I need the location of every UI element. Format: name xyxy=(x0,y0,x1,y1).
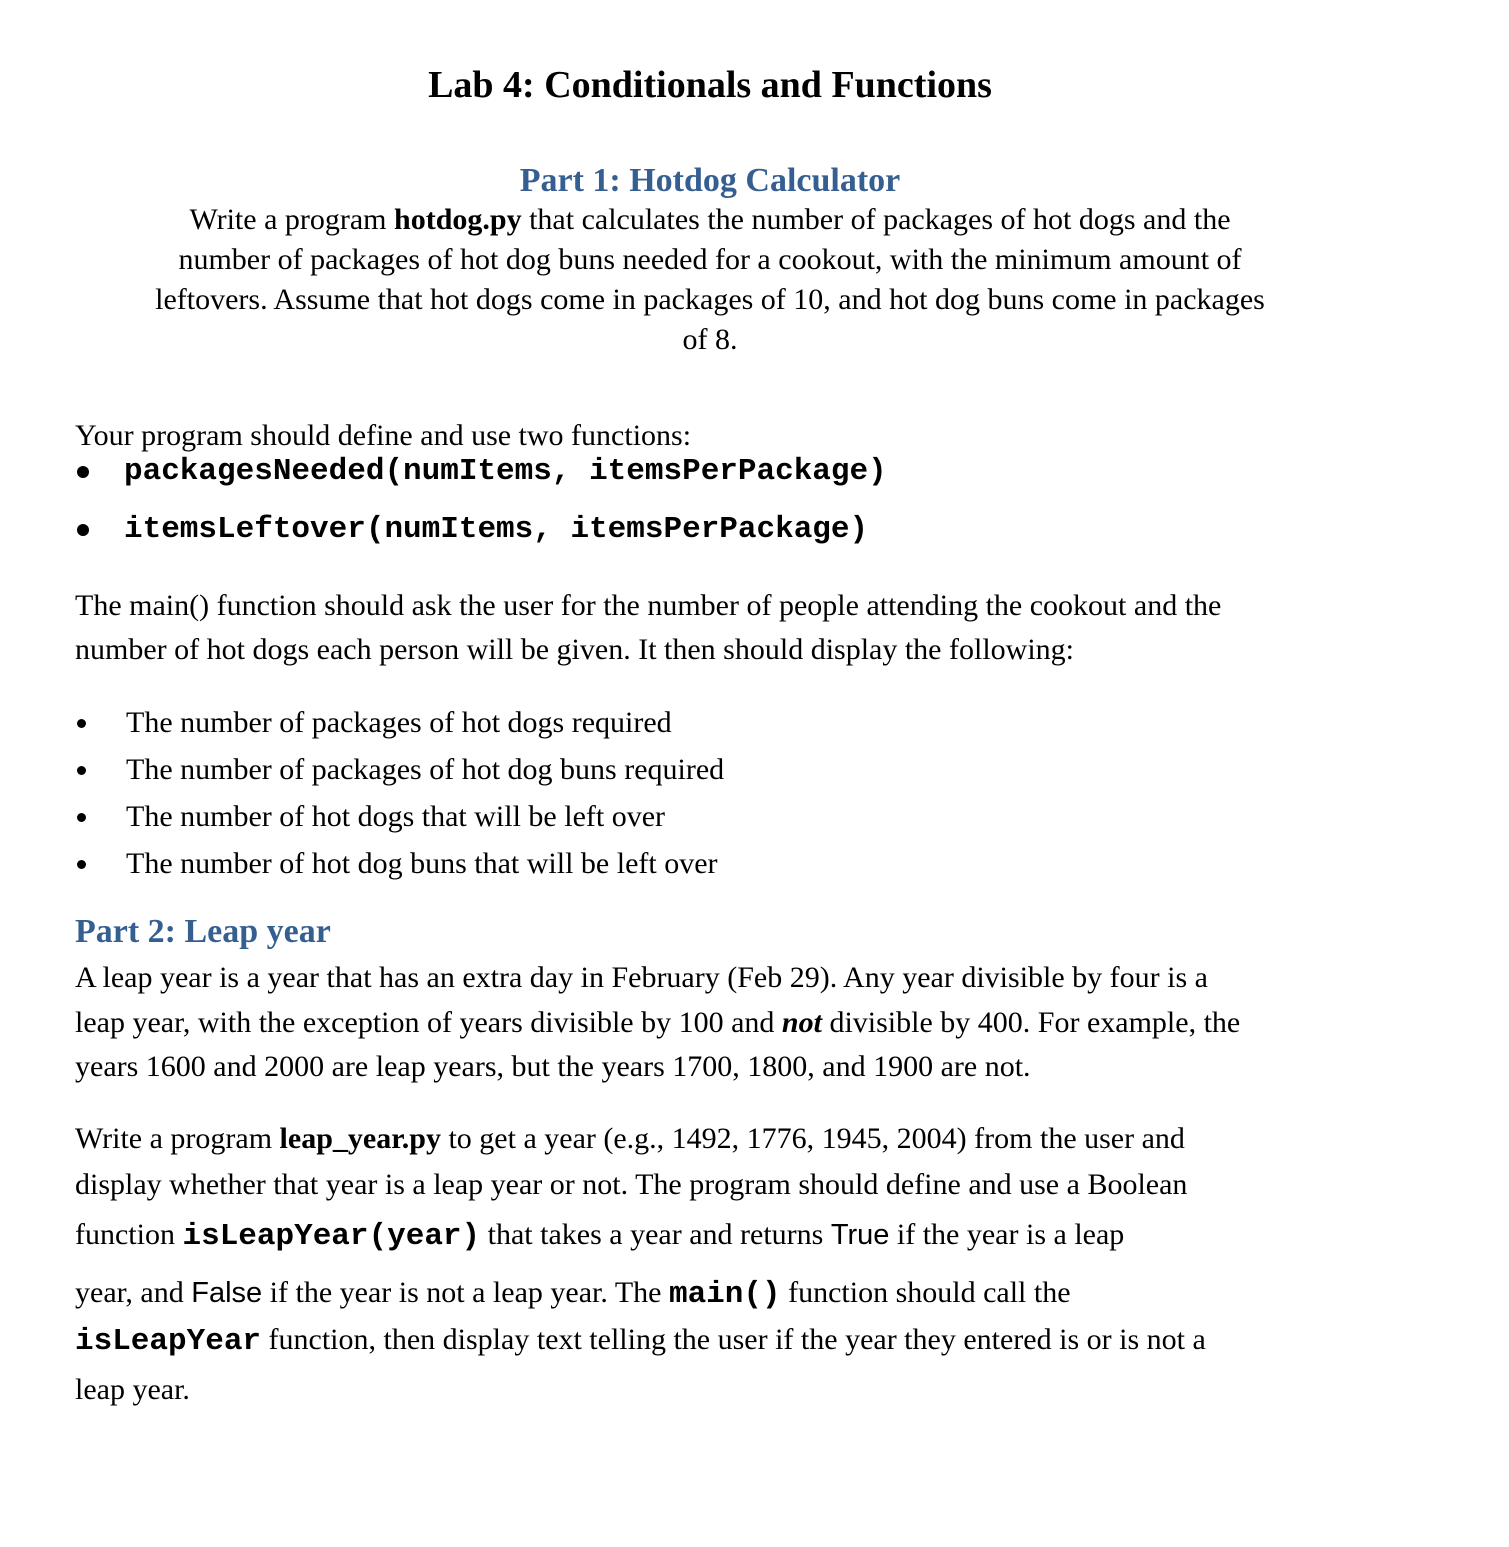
leap-task: leap year. xyxy=(75,1373,190,1406)
bullet-icon xyxy=(77,813,86,822)
code-true: True xyxy=(830,1219,890,1251)
output-item: The number of hot dogs that will be left over xyxy=(126,800,666,833)
text: leap year, with the exception of years divisible by 100 and xyxy=(75,1006,782,1039)
output-item: The number of hot dog buns that will be left over xyxy=(126,847,718,880)
part1-heading: Part 1: Hotdog Calculator xyxy=(519,162,901,199)
text: divisible by 400. For example, the xyxy=(821,1006,1241,1039)
leap-task xyxy=(75,1278,1071,1310)
leap-task xyxy=(75,1325,1206,1357)
text: function, then display text telling the user if the year they entered is or is not a xyxy=(261,1323,1206,1356)
filename-leap-year: leap_year.py xyxy=(279,1122,441,1155)
function-signature: packagesNeeded(numItems, itemsPerPackage) xyxy=(124,454,887,489)
document-title: Lab 4: Conditionals and Functions xyxy=(428,64,992,106)
text: Write a program xyxy=(189,203,395,236)
main-description: number of hot dogs each person will be given. It then should display the following: xyxy=(75,633,1074,666)
part1-intro-line: of 8. xyxy=(682,323,738,356)
text: function xyxy=(75,1218,183,1251)
bullet-icon xyxy=(77,524,89,536)
output-item: The number of packages of hot dogs required xyxy=(126,706,672,739)
functions-intro: Your program should define and use two functions: xyxy=(75,419,692,452)
code-main: main() xyxy=(668,1277,781,1312)
text: to get a year (e.g., 1492, 1776, 1945, 2004) from the user and xyxy=(440,1122,1185,1155)
bullet-icon xyxy=(77,466,89,478)
text: if the year is a leap xyxy=(889,1218,1125,1251)
part1-intro-line xyxy=(0,205,1420,235)
leap-definition: years 1600 and 2000 are leap years, but the years 1700, 1800, and 1900 are not. xyxy=(75,1050,1031,1083)
bullet-icon xyxy=(77,860,86,869)
leap-definition: A leap year is a year that has an extra day in February (Feb 29). Any year divisible by four is a xyxy=(75,961,1208,994)
code-isleapyear: isLeapYear xyxy=(75,1324,262,1359)
code-false: False xyxy=(191,1277,263,1309)
filename-hotdog: hotdog.py xyxy=(394,203,522,236)
bullet-icon xyxy=(77,766,86,775)
emphasis-not: not xyxy=(781,1006,822,1039)
text: year, and xyxy=(75,1276,192,1309)
bullet-icon xyxy=(77,719,86,728)
leap-task xyxy=(75,1220,1124,1252)
leap-task xyxy=(75,1124,1185,1154)
function-signature: itemsLeftover(numItems, itemsPerPackage) xyxy=(124,512,869,547)
output-item: The number of packages of hot dog buns required xyxy=(126,753,725,786)
text: that takes a year and returns xyxy=(480,1218,831,1251)
part1-intro-line: leftovers. Assume that hot dogs come in packages of 10, and hot dog buns come in packages xyxy=(155,283,1265,316)
main-description: The main() function should ask the user for the number of people attending the cookout and the xyxy=(75,589,1222,622)
text: function should call the xyxy=(780,1276,1071,1309)
part2-heading: Part 2: Leap year xyxy=(75,913,331,950)
part1-intro-line: number of packages of hot dog buns needed for a cookout, with the minimum amount of xyxy=(178,243,1242,276)
leap-task: display whether that year is a leap year or not. The program should define and use a Boolean xyxy=(75,1168,1188,1201)
text: Write a program xyxy=(75,1122,280,1155)
text: if the year is not a leap year. The xyxy=(262,1276,669,1309)
text: that calculates the number of packages of hot dogs and the xyxy=(521,203,1231,236)
leap-definition xyxy=(75,1008,1240,1038)
code-isleapyear: isLeapYear(year) xyxy=(182,1219,481,1254)
